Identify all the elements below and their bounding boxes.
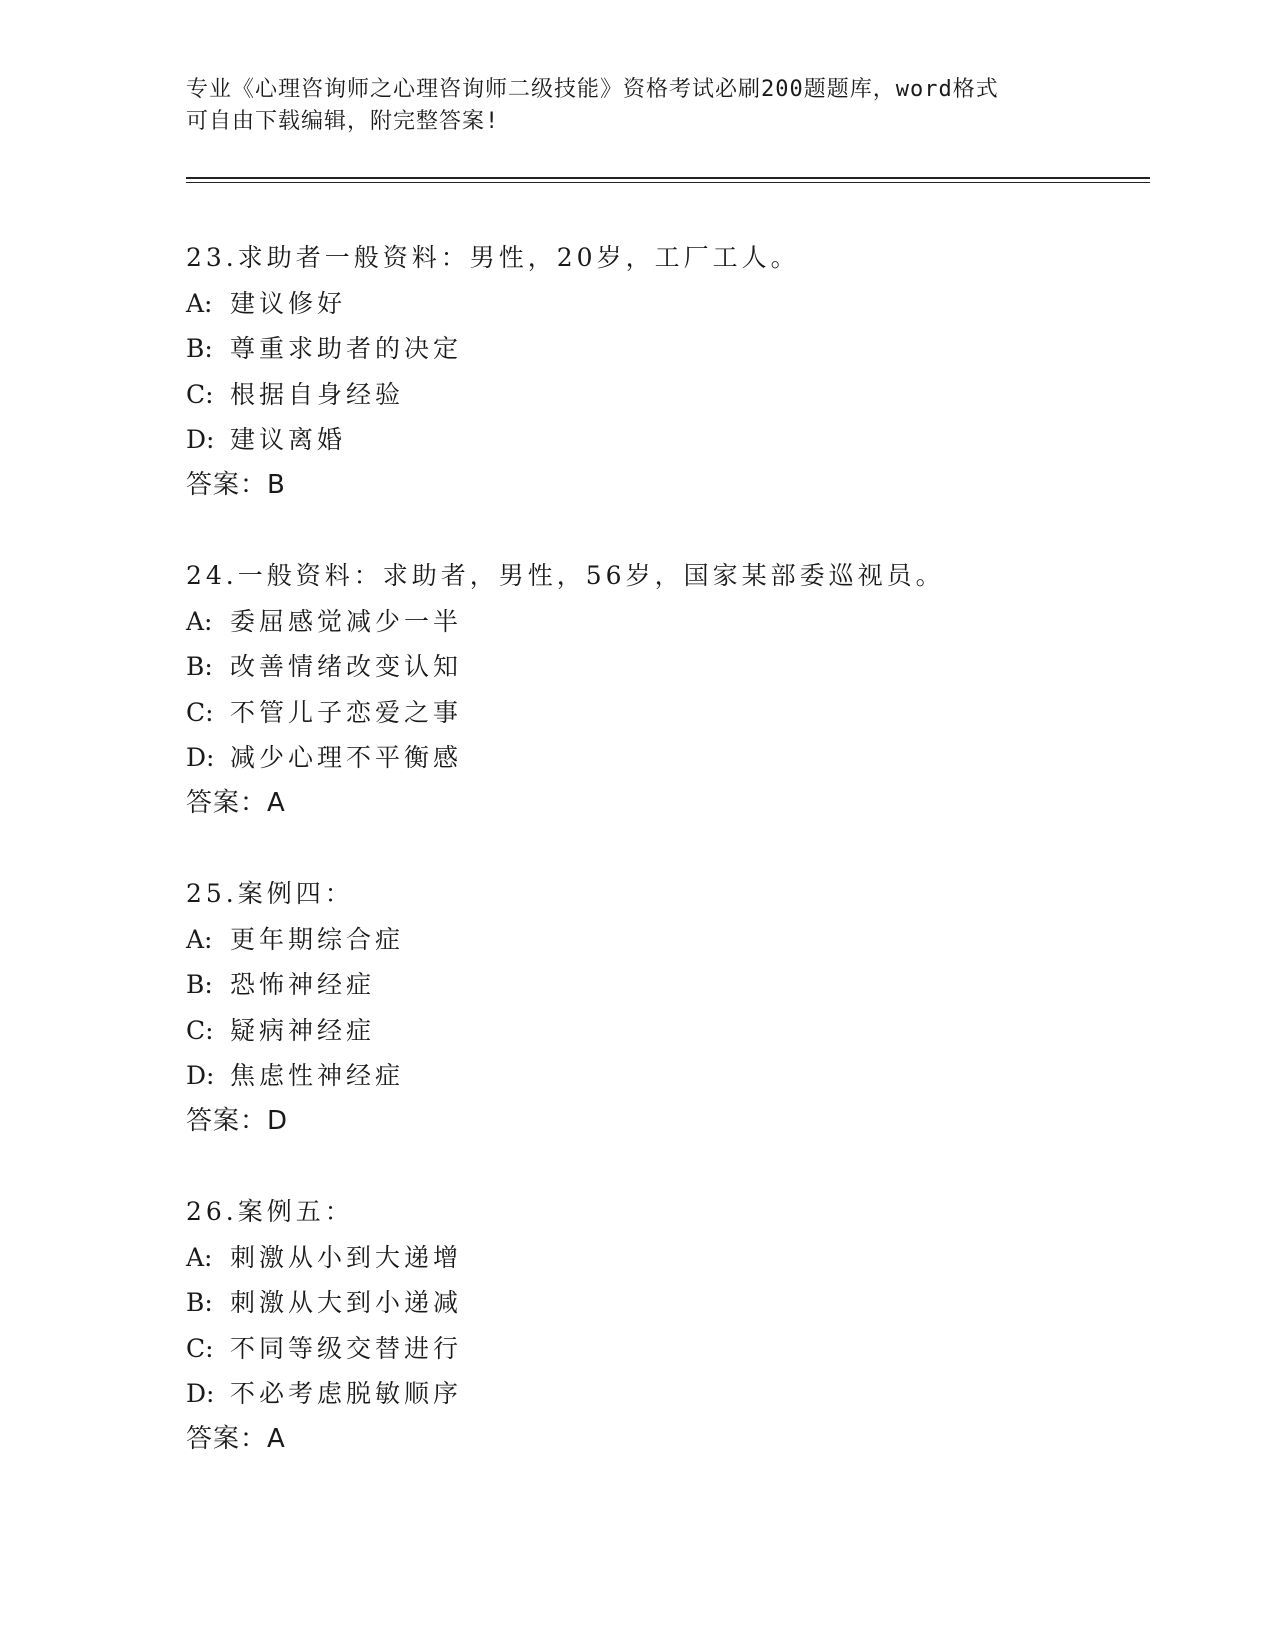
question-stem: 23.求助者一般资料：男性，20岁，工厂工人。 <box>186 243 800 272</box>
option-key: B: <box>186 970 213 999</box>
option-b <box>186 962 1126 1008</box>
option-text: 不管儿子恋爱之事 <box>230 697 463 727</box>
option-c <box>186 1326 1126 1372</box>
option-d <box>186 1053 1126 1099</box>
option-key: C: <box>186 379 214 409</box>
option-a <box>186 1235 1126 1281</box>
answer-line: 答案：B <box>186 469 286 500</box>
option-key: C: <box>186 1333 214 1363</box>
option-c <box>186 690 1126 736</box>
option-text: 刺激从小到大递增 <box>230 1242 463 1272</box>
option-text: 委屈感觉减少一半 <box>230 606 463 636</box>
option-text: 疑病神经症 <box>230 1015 376 1045</box>
option-key: A: <box>186 1242 213 1272</box>
option-a <box>186 599 1126 645</box>
header-line-2: 可自由下载编辑，附完整答案! <box>186 109 500 134</box>
option-a <box>186 917 1126 963</box>
option-b <box>186 644 1126 690</box>
option-d <box>186 1371 1126 1417</box>
document-header <box>186 74 1066 138</box>
question-block <box>186 1189 1126 1462</box>
option-text: 刺激从大到小递减 <box>230 1288 463 1317</box>
question-stem: 24.一般资料：求助者，男性，56岁，国家某部委巡视员。 <box>186 561 945 590</box>
question-block <box>186 553 1126 826</box>
question-stem: 25.案例四： <box>186 879 354 908</box>
option-key: B: <box>186 334 213 363</box>
header-divider-thin <box>186 182 1150 183</box>
header-line-1: 专业《心理咨询师之心理咨询师二级技能》资格考试必刷200题题库，word格式 <box>186 77 999 102</box>
option-key: C: <box>186 697 214 727</box>
option-text: 尊重求助者的决定 <box>230 334 463 363</box>
option-key: D: <box>186 1379 215 1408</box>
option-c <box>186 1008 1126 1054</box>
header-divider-thick <box>186 177 1150 179</box>
option-b <box>186 1280 1126 1326</box>
option-text: 改善情绪改变认知 <box>230 652 463 681</box>
option-text: 不同等级交替进行 <box>230 1333 463 1363</box>
option-d <box>186 417 1126 463</box>
option-key: A: <box>186 606 213 636</box>
option-key: A: <box>186 924 213 954</box>
option-text: 恐怖神经症 <box>230 970 376 999</box>
option-a <box>186 281 1126 327</box>
answer-line: 答案：D <box>186 1105 289 1136</box>
question-block <box>186 871 1126 1144</box>
option-text: 减少心理不平衡感 <box>230 743 463 772</box>
option-c <box>186 372 1126 418</box>
option-key: D: <box>186 1061 215 1090</box>
option-text: 建议修好 <box>230 288 347 318</box>
option-b <box>186 326 1126 372</box>
option-text: 焦虑性神经症 <box>230 1061 405 1090</box>
answer-line: 答案：A <box>186 787 286 818</box>
option-text: 不必考虑脱敏顺序 <box>230 1379 463 1408</box>
option-key: C: <box>186 1015 214 1045</box>
option-key: B: <box>186 652 213 681</box>
question-stem: 26.案例五： <box>186 1197 354 1226</box>
option-text: 建议离婚 <box>230 425 347 454</box>
option-key: A: <box>186 288 213 318</box>
option-key: D: <box>186 743 215 772</box>
option-d <box>186 735 1126 781</box>
answer-line: 答案：A <box>186 1423 286 1454</box>
option-key: B: <box>186 1288 213 1317</box>
question-block <box>186 235 1126 508</box>
option-key: D: <box>186 425 215 454</box>
option-text: 更年期综合症 <box>230 924 405 954</box>
option-text: 根据自身经验 <box>230 379 405 409</box>
